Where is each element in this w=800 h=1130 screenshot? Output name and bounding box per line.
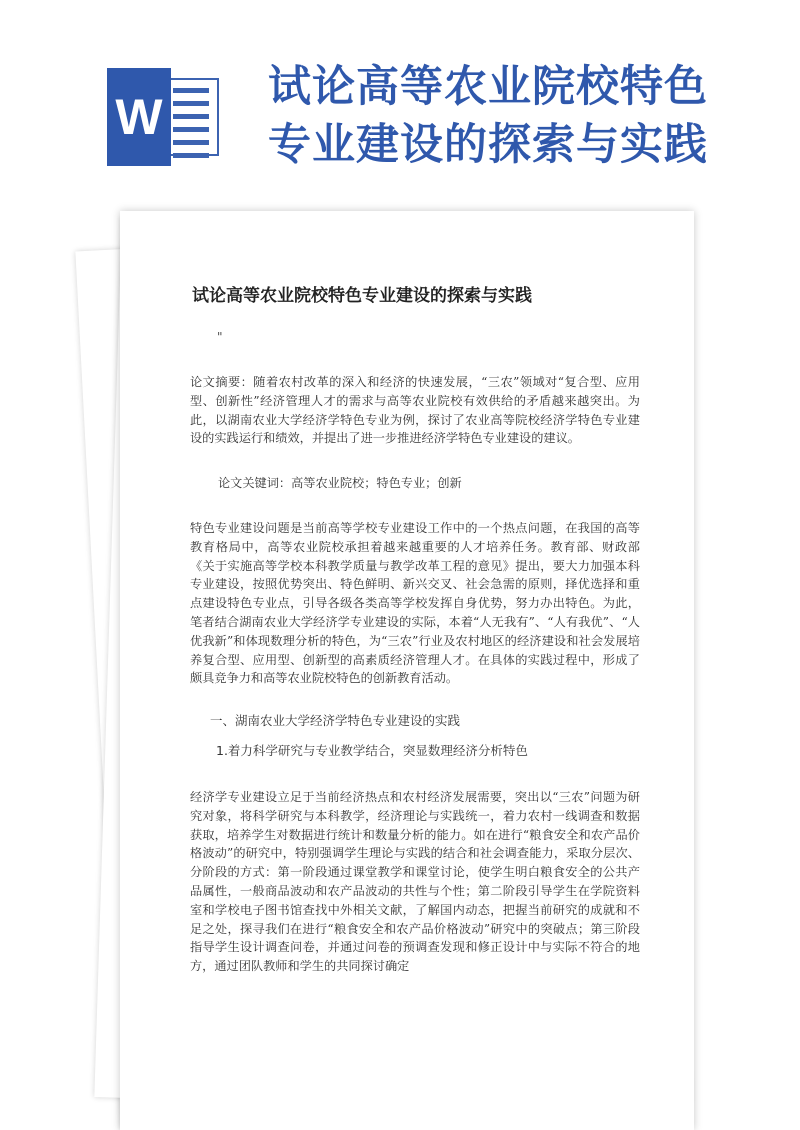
subsection-heading: 1.着力科学研究与专业教学结合，突显数理经济分析特色 bbox=[216, 743, 528, 758]
banner-title-line2: 专业建设的探索与实践 bbox=[268, 120, 708, 170]
quote-mark: " bbox=[217, 330, 223, 344]
section-heading: 一、湖南农业大学经济学特色专业建设的实践 bbox=[210, 713, 461, 728]
banner-title bbox=[268, 58, 788, 174]
body-paragraph: 经济学专业建设立足于当前经济热点和农村经济发展需要，突出以“三农”问题为研究对象，将科学研究与本科教学，经济理论与实践统一，着力农村一线调查和数据获取，培养学生对数据进行统计和数量分析的能力。如在进行“粮食安全和农产品价格波动”的研究中，特别强调学生理论与实践的结合和社会调查能力，采取分层次、分阶段的方式：第一阶段通过课堂教学和课堂讨论，使学生明白粮食安全的公共产品属性，一般商品波动和农产品波动的共性与个性；第二阶段引导学生在学院资料室和学校电子图书馆查找中外相关文献，了解国内动态，把握当前研究的成就和不足之处，探寻我们在进行“粮食安全和农产品价格波动”研究中的突破点；第三阶段指导学生设计调查问卷，并通过问卷的预调查发现和修正设计中与实际不符合的地方，通过团队教师和学生的共同探讨确定 bbox=[190, 790, 640, 974]
abstract-paragraph: 论文摘要：随着农村改革的深入和经济的快速发展，“三农”领域对“复合型、应用型、创新性”经济管理人才的需求与高等农业院校有效供给的矛盾越来越突出。为此，以湖南农业大学经济学特色专业为例，探讨了农业高等院校经济学特色专业建设的实践运行和绩效，并提出了进一步推进经济学特色专业建设的建议。 bbox=[190, 375, 640, 446]
banner bbox=[0, 0, 800, 210]
banner-title-line1: 试论高等农业院校特色 bbox=[268, 62, 708, 112]
document-page bbox=[120, 211, 694, 1130]
intro-paragraph: 特色专业建设问题是当前高等学校专业建设工作中的一个热点问题，在我国的高等教育格局中，高等农业院校承担着越来越重要的人才培养任务。教育部、财政部《关于实施高等学校本科教学质量与教学改革工程的意见》提出，要大力加强本科专业建设，按照优势突出、特色鲜明、新兴交叉、社会急需的原则，择优选择和重点建设特色专业点，引导各级各类高等学校发挥自身优势，努力办出特色。为此，笔者结合湖南农业大学经济学专业建设的实际，本着“人无我有”、“人有我优”、“人优我新”和体现数理分析的特色，为“三农”行业及农村地区的经济建设和社会发展培养复合型、应用型、创新型的高素质经济管理人才。在具体的实践过程中，形成了颇具竞争力和高等农业院校特色的创新教育活动。 bbox=[190, 521, 640, 686]
word-letter: W bbox=[107, 68, 171, 166]
keywords-paragraph: 论文关键词：高等农业院校；特色专业；创新 bbox=[218, 476, 462, 490]
document-title: 试论高等农业院校特色专业建设的探索与实践 bbox=[192, 286, 532, 306]
word-document-icon bbox=[107, 68, 219, 166]
